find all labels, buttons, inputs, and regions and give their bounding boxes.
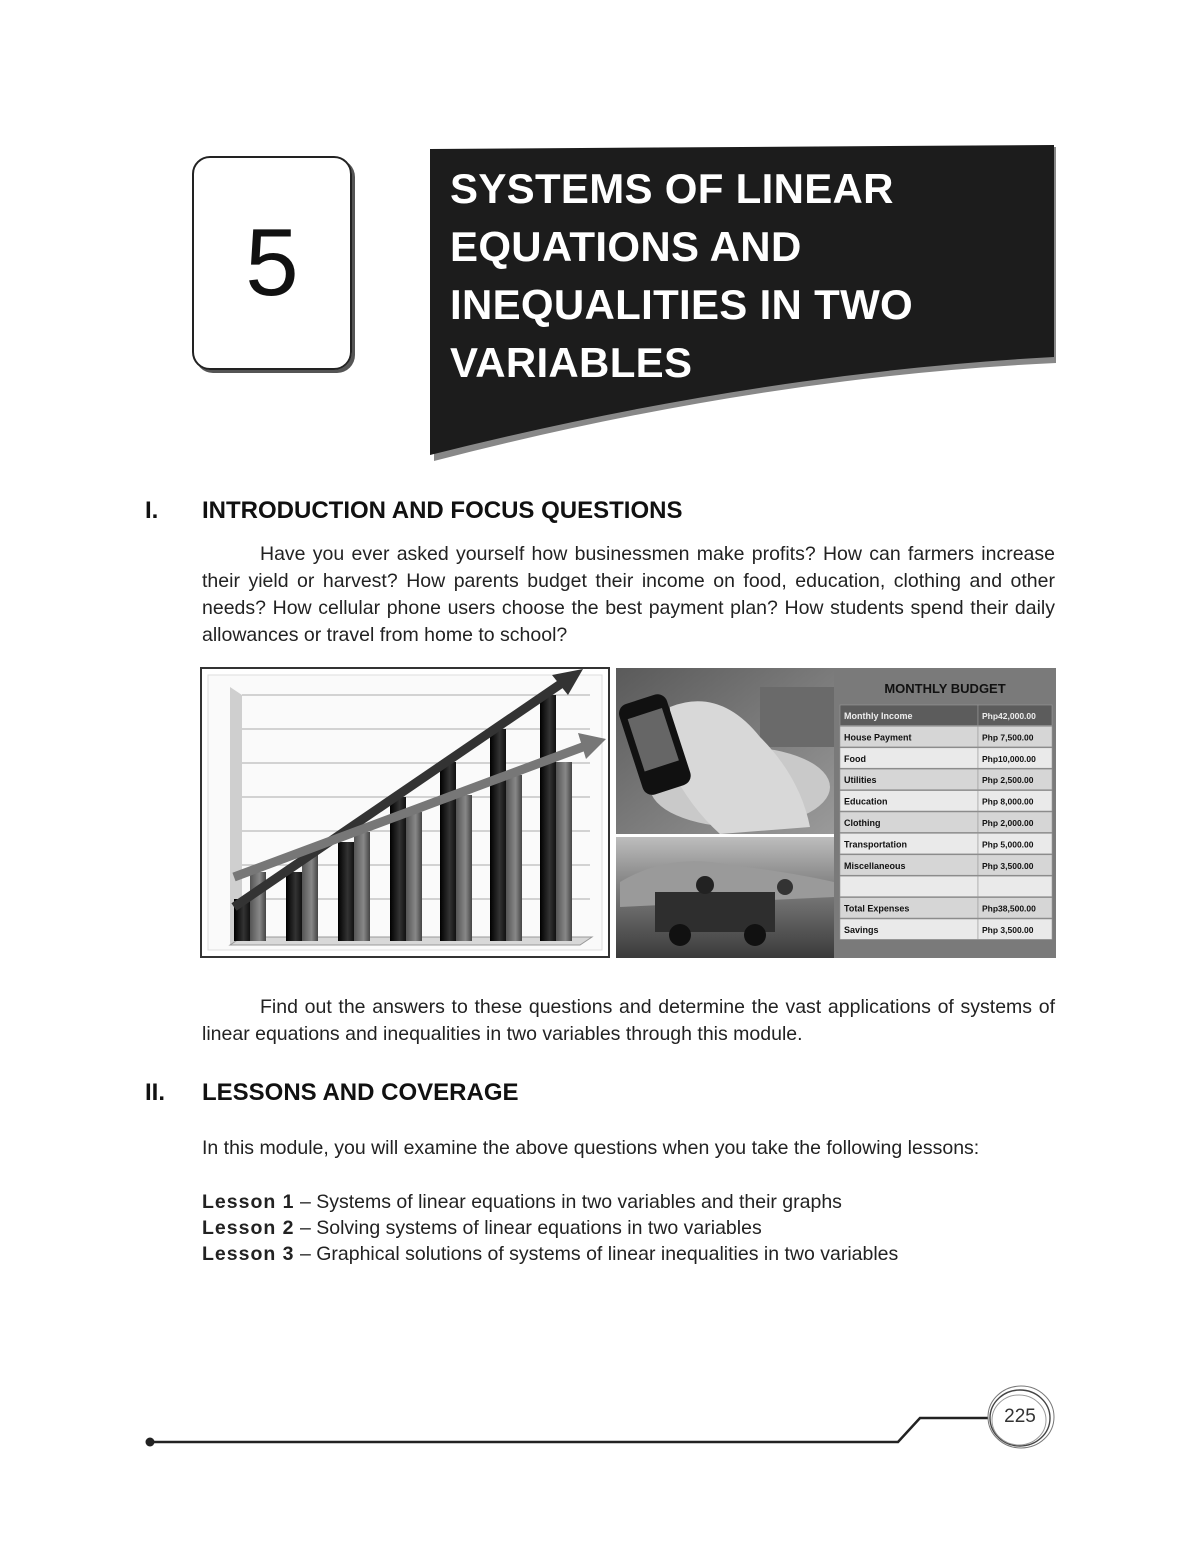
budget-value: Php 3,500.00 xyxy=(982,860,1034,871)
farm-photo xyxy=(616,837,834,958)
section1-number: I. xyxy=(145,497,159,524)
budget-value: Php38,500.00 xyxy=(982,903,1036,914)
module-title-line: SYSTEMS OF LINEAR xyxy=(450,165,894,212)
budget-value: Php10,000.00 xyxy=(982,753,1036,764)
budget-label: Education xyxy=(844,796,888,807)
budget-label: Total Expenses xyxy=(844,903,910,914)
lesson-item: Lesson 3 – Graphical solutions of systems of linear inequalities in two variables xyxy=(202,1243,899,1265)
lesson-label: Lesson 3 xyxy=(202,1243,295,1265)
lesson-item: Lesson 1 – Systems of linear equations in two variables and their graphs xyxy=(202,1191,842,1213)
budget-value: Php 3,500.00 xyxy=(982,925,1034,935)
module-number: 5 xyxy=(245,209,299,316)
budget-row xyxy=(840,705,1052,725)
budget-label: House Payment xyxy=(844,732,912,743)
section2-title: LESSONS AND COVERAGE xyxy=(202,1079,519,1106)
budget-label: Miscellaneous xyxy=(844,860,906,871)
budget-value: Php42,000.00 xyxy=(982,711,1036,721)
budget-value: Php 5,000.00 xyxy=(982,839,1034,850)
budget-label: Monthly Income xyxy=(844,711,913,721)
budget-row xyxy=(840,769,1052,789)
budget-row xyxy=(840,876,1052,896)
footer-line xyxy=(140,1380,1060,1460)
phone-photo xyxy=(616,668,834,834)
section1-title: INTRODUCTION AND FOCUS QUESTIONS xyxy=(202,497,683,524)
intro-paragraph xyxy=(202,541,1055,649)
lesson-label: Lesson 1 xyxy=(202,1191,295,1213)
module-title-line: VARIABLES xyxy=(450,339,693,386)
intro-paragraph-text: Have you ever asked yourself how businessmen make profits? How can farmers increase their yield or harvest? How parents budget their income on food, education, clothing and other needs? How cellular phone users choose the best payment plan? How students spend their daily allowances or travel from home to school? xyxy=(202,543,1055,646)
module-number-box xyxy=(192,156,352,370)
budget-row xyxy=(840,812,1052,832)
budget-cell xyxy=(978,876,1052,896)
budget-title: MONTHLY BUDGET xyxy=(884,681,1006,696)
module-title-line: INEQUALITIES IN TWO xyxy=(450,281,914,328)
budget-label: Transportation xyxy=(844,839,908,850)
budget-row xyxy=(840,855,1052,875)
lesson-text: Graphical solutions of systems of linear inequalities in two variables xyxy=(316,1243,899,1265)
lessons-intro: In this module, you will examine the above questions when you take the following lessons: xyxy=(202,1137,980,1159)
budget-value: Php 7,500.00 xyxy=(982,732,1034,743)
budget-value: Php 8,000.00 xyxy=(982,796,1034,807)
page-number: 225 xyxy=(1004,1406,1036,1427)
lesson-item: Lesson 2 – Solving systems of linear equations in two variables xyxy=(202,1217,762,1239)
lesson-label: Lesson 2 xyxy=(202,1217,295,1239)
budget-cell xyxy=(840,876,978,896)
budget-label: Food xyxy=(844,753,866,764)
budget-value: Php 2,000.00 xyxy=(982,818,1034,828)
closing-paragraph-text: Find out the answers to these questions and determine the vast applications of systems of linear equations and inequalities in two variables through this module. xyxy=(202,996,1055,1045)
budget-label: Clothing xyxy=(844,818,881,828)
module-title-line: EQUATIONS AND xyxy=(450,223,802,270)
budget-row xyxy=(840,748,1052,768)
budget-row xyxy=(840,833,1052,853)
module-title xyxy=(450,160,1040,392)
budget-label: Utilities xyxy=(844,775,877,786)
budget-row xyxy=(840,898,1052,918)
illustrations xyxy=(200,667,1056,959)
closing-paragraph xyxy=(202,994,1055,1048)
monthly-budget-table xyxy=(834,668,1056,958)
budget-value: Php 2,500.00 xyxy=(982,775,1034,786)
lesson-text: Solving systems of linear equations in two variables xyxy=(316,1217,762,1239)
budget-row xyxy=(840,919,1052,939)
budget-row xyxy=(840,726,1052,746)
growth-chart-illustration xyxy=(201,668,609,957)
section2-number: II. xyxy=(145,1079,166,1106)
budget-label: Savings xyxy=(844,925,879,935)
budget-row xyxy=(840,791,1052,811)
lesson-text: Systems of linear equations in two variables and their graphs xyxy=(316,1191,842,1213)
